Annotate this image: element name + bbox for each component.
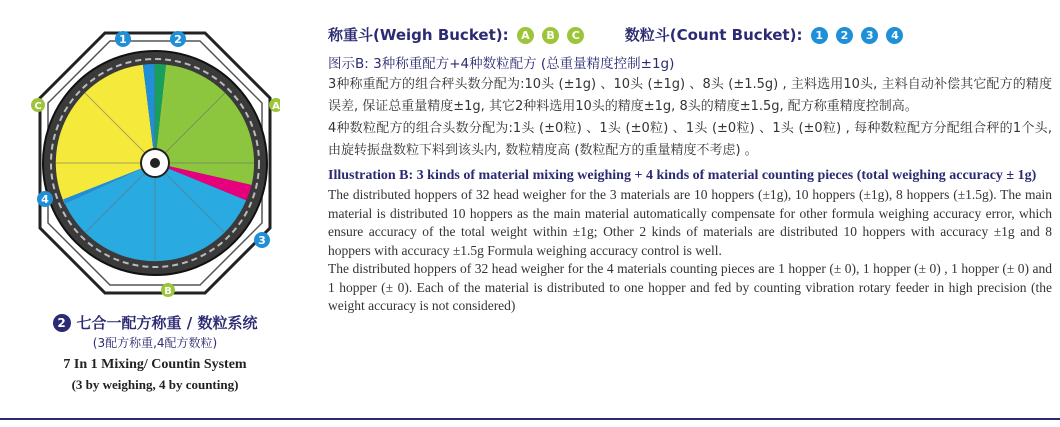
weigh-bucket-label: 称重斗(Weigh Bucket): bbox=[328, 26, 509, 44]
caption-title-zh bbox=[0, 312, 310, 333]
paragraph-en-2: The distributed hoppers of 32 head weigher for the 4 materials counting pieces are 1 hopper (± 0), 1 hopper (± 0) , 1 hopper (± 0) and 1 hopper (± 0). Each of the material is distributed to one hopper and fed by counting vibration rotary feeder in high precision (the weight accuracy is not considered) bbox=[328, 261, 1052, 313]
caption-title-en: 7 In 1 Mixing/ Countin System bbox=[63, 357, 247, 372]
description-panel bbox=[328, 22, 1052, 316]
label-C bbox=[31, 98, 45, 112]
svg-text:3: 3 bbox=[258, 234, 266, 247]
paragraph-en-1: The distributed hoppers of 32 head weigher for the 3 materials are 10 hoppers (±1g), 10 hoppers (±1g), 8 hoppers (±1.5g). The main material is distributed 10 hoppers as the main material automatically compensate for other formula weighing accuracy error, which ensure accuracy of the total weight within ±1g; Other 2 kinds of materials are distributed 10 hoppers with accuracy ±1g and 8 hoppers with accuracy ±1.5g Formula weighing accuracy control is well. bbox=[328, 187, 1052, 258]
svg-text:2: 2 bbox=[174, 33, 182, 46]
weigh-badge-A: A bbox=[517, 27, 534, 44]
label-B bbox=[161, 283, 175, 297]
label-2 bbox=[170, 31, 186, 47]
label-3 bbox=[254, 232, 270, 248]
bottom-divider bbox=[0, 418, 1060, 420]
weigh-badge-C: C bbox=[567, 27, 584, 44]
count-badge-4: 4 bbox=[886, 27, 903, 44]
svg-text:4: 4 bbox=[41, 193, 49, 206]
paragraph-zh-1: 3种称重配方的组合秤头数分配为:10头 (±1g) 、10头 (±1g) 、8头 (±1.5g) , 主料选用10头, 主料自动补偿其它配方的精度误差, 保证总重量精度±1g, 其它2种料选用10头的精度±1g, 8头的精度±1.5g, 配方称重精度控制高。 bbox=[328, 77, 1052, 114]
count-badge-3: 3 bbox=[861, 27, 878, 44]
label-4 bbox=[37, 191, 53, 207]
label-1 bbox=[115, 31, 131, 47]
svg-text:A: A bbox=[272, 101, 280, 112]
weigher-diagram bbox=[30, 25, 280, 305]
svg-text:1: 1 bbox=[119, 33, 127, 46]
count-badge-1: 1 bbox=[811, 27, 828, 44]
illustration-title-zh: 图示B: 3种称重配方+4种数粒配方 (总重量精度控制±1g) bbox=[328, 56, 675, 72]
bucket-legend bbox=[328, 22, 1052, 48]
svg-text:C: C bbox=[34, 101, 42, 112]
count-bucket-label: 数粒斗(Count Bucket): bbox=[624, 26, 803, 44]
caption-subtitle-zh: (3配方称重,4配方数粒) bbox=[92, 336, 218, 350]
weigh-badge-B: B bbox=[542, 27, 559, 44]
caption-zh-text: 七合一配方称重 / 数粒系统 bbox=[76, 314, 258, 332]
caption-number: 2 bbox=[53, 314, 71, 332]
count-badge-2: 2 bbox=[836, 27, 853, 44]
left-panel bbox=[0, 0, 310, 427]
paragraph-zh-2: 4种数粒配方的组合头数分配为:1头 (±0粒) 、1头 (±0粒) 、1头 (±0粒) 、1头 (±0粒) , 每种数粒配方分配组合秤的1个头, 由旋转振盘数粒下料到该头内, 数粒精度高 (数粒配方的重量精度不考虑) 。 bbox=[328, 121, 1052, 158]
caption-subtitle-en: (3 by weighing, 4 by counting) bbox=[71, 377, 239, 392]
illustration-title-en: Illustration B: 3 kinds of material mixing weighing + 4 kinds of material counting pieces (total weighing accuracy ± 1g) bbox=[328, 168, 1037, 183]
svg-text:B: B bbox=[164, 286, 172, 297]
